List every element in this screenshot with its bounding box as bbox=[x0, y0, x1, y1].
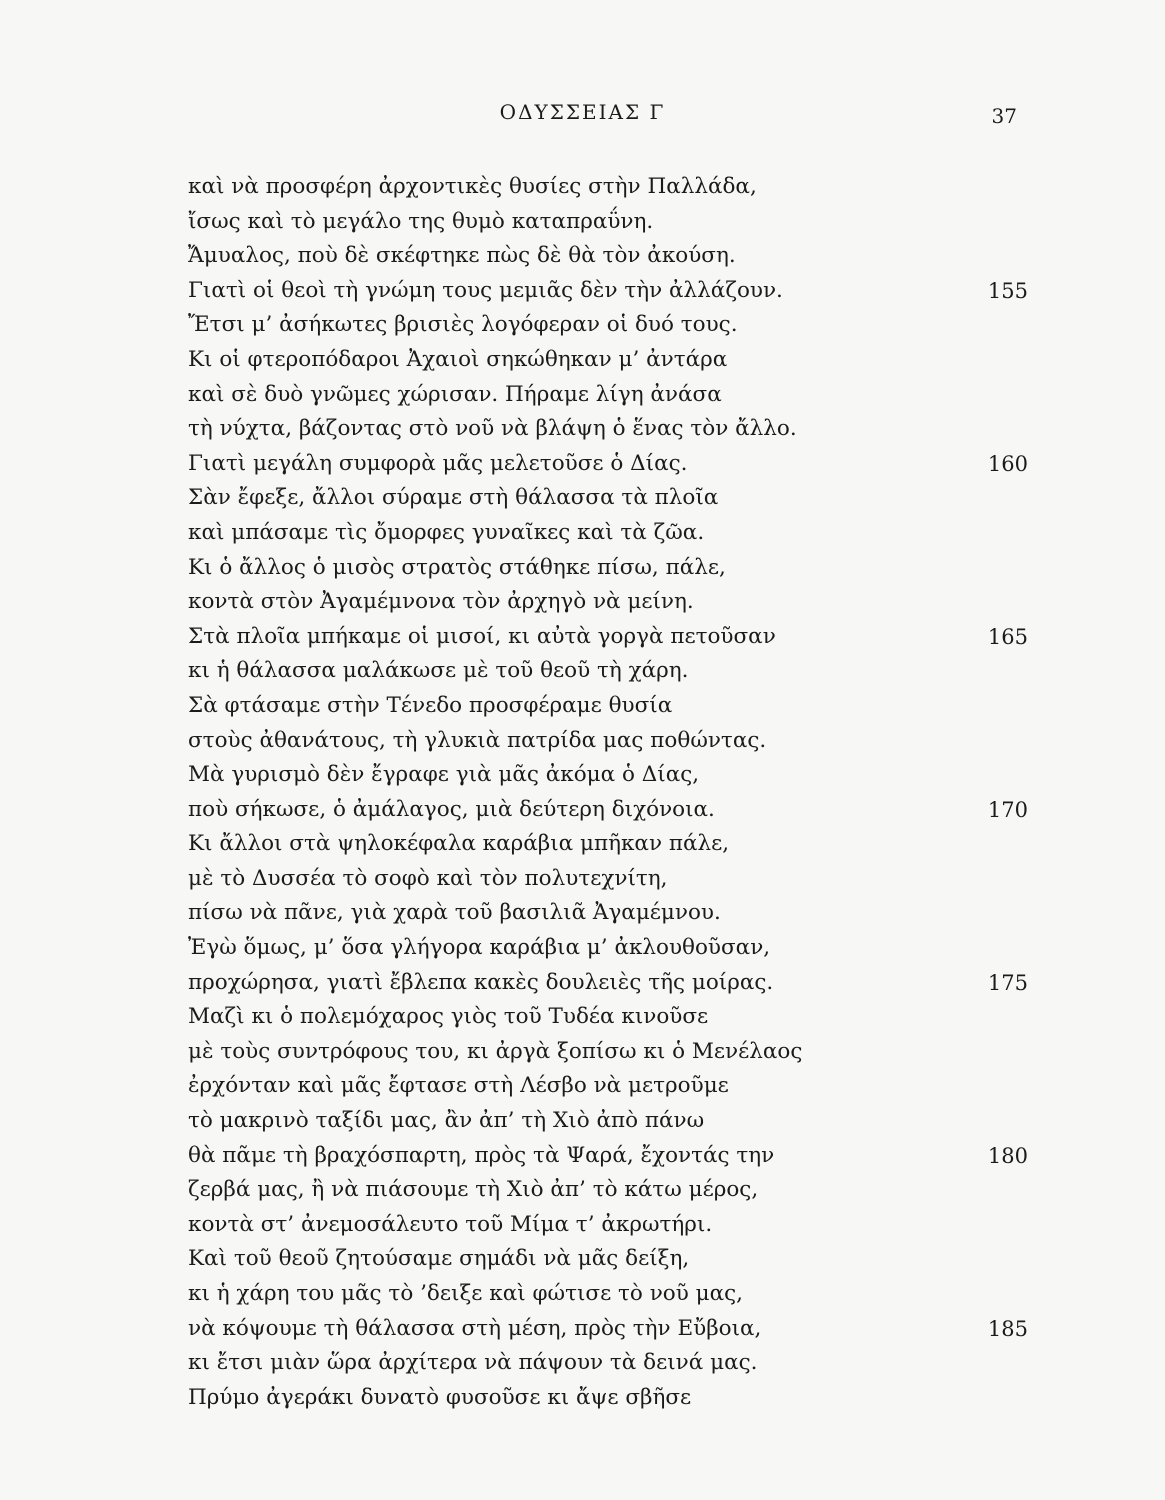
poem-line bbox=[188, 481, 1028, 516]
poem-line bbox=[188, 343, 1028, 378]
poem-line-text: Πρύμο ἀγεράκι δυνατὸ φυσοῦσε κι ἄψε σβῆσε bbox=[188, 1384, 692, 1410]
poem-line-text: νὰ κόψουμε τὴ θάλασσα στὴ μέση, πρὸς τὴν Εὔβοια, bbox=[188, 1315, 762, 1341]
poem-line-text: Κι ἄλλοι στὰ ψηλοκέφαλα καράβια μπῆκαν πάλε, bbox=[188, 831, 730, 857]
line-number: 170 bbox=[987, 797, 1028, 822]
poem-line bbox=[188, 758, 1028, 793]
poem-line bbox=[188, 308, 1028, 343]
poem-line bbox=[188, 793, 1028, 828]
poem-line-text: καὶ μπάσαμε τὶς ὄμορφες γυναῖκες καὶ τὰ ζῶα. bbox=[188, 519, 705, 545]
poem-line bbox=[188, 827, 1028, 862]
line-number: 160 bbox=[987, 451, 1028, 476]
poem-line-text: κι ἔτσι μιὰν ὥρα ἀρχίτερα νὰ πάψουν τὰ δεινά μας. bbox=[188, 1350, 758, 1376]
page-header-title: ΟΔΥΣΣΕΙΑΣ Γ bbox=[499, 100, 666, 124]
poem-line bbox=[188, 1242, 1028, 1277]
poem-line bbox=[188, 1139, 1028, 1174]
poem-line-text: πίσω νὰ πᾶνε, γιὰ χαρὰ τοῦ βασιλιᾶ Ἀγαμέμνου. bbox=[188, 900, 721, 926]
line-number: 180 bbox=[987, 1143, 1028, 1168]
line-number: 185 bbox=[987, 1316, 1028, 1341]
poem-line bbox=[188, 654, 1028, 689]
line-number: 175 bbox=[987, 970, 1028, 995]
poem-line-text: Σὰ φτάσαμε στὴν Τένεδο προσφέραμε θυσία bbox=[188, 692, 673, 718]
poem-line-text: Σὰν ἔφεξε, ἄλλοι σύραμε στὴ θάλασσα τὰ πλοῖα bbox=[188, 485, 719, 511]
poem-line bbox=[188, 1173, 1028, 1208]
poem-line bbox=[188, 1346, 1028, 1381]
poem-line bbox=[188, 205, 1028, 240]
poem-line-text: κι ἡ χάρη του μᾶς τὸ ’δειξε καὶ φώτισε τὸ νοῦ μας, bbox=[188, 1281, 744, 1306]
poem-line bbox=[188, 1208, 1028, 1243]
poem-line-text: Γιατὶ μεγάλη συμφορὰ μᾶς μελετοῦσε ὁ Δίας. bbox=[188, 450, 688, 476]
poem-line bbox=[188, 724, 1028, 759]
poem-line-text: Ἔτσι μ’ ἀσήκωτες βρισιὲς λογόφεραν οἱ δυό τους. bbox=[188, 312, 738, 338]
poem-line-text: θὰ πᾶμε τὴ βραχόσπαρτη, πρὸς τὰ Ψαρά, ἔχοντάς την bbox=[188, 1142, 775, 1168]
poem-line bbox=[188, 1312, 1028, 1347]
poem-line bbox=[188, 1104, 1028, 1139]
poem-line bbox=[188, 862, 1028, 897]
poem-line-text: Μὰ γυρισμὸ δὲν ἔγραφε γιὰ μᾶς ἀκόμα ὁ Δίας, bbox=[188, 762, 700, 788]
poem-line bbox=[188, 239, 1028, 274]
poem-line-text: κι ἡ θάλασσα μαλάκωσε μὲ τοῦ θεοῦ τὴ χάρη. bbox=[188, 658, 689, 684]
poem-line-text: προχώρησα, γιατὶ ἔβλεπα κακὲς δουλειὲς τῆς μοίρας. bbox=[188, 969, 774, 995]
poem-line-text: καὶ νὰ προσφέρη ἀρχοντικὲς θυσίες στὴν Παλλάδα, bbox=[188, 174, 757, 199]
poem-line-text: Ἐγὼ ὅμως, μ’ ὅσα γλήγορα καράβια μ’ ἀκλουθοῦσαν, bbox=[188, 935, 771, 961]
poem-line bbox=[188, 1000, 1028, 1035]
poem-body bbox=[188, 170, 1028, 1415]
line-number: 165 bbox=[987, 624, 1028, 649]
poem-line bbox=[188, 585, 1028, 620]
poem-line-text: κοντὰ στ’ ἀνεμοσάλευτο τοῦ Μίμα τ’ ἀκρωτήρι. bbox=[188, 1211, 713, 1237]
poem-line-text: ποὺ σήκωσε, ὁ ἀμάλαγος, μιὰ δεύτερη διχόνοια. bbox=[188, 796, 715, 822]
poem-line-text: Μαζὶ κι ὁ πολεμόχαρος γιὸς τοῦ Τυδέα κινοῦσε bbox=[188, 1004, 709, 1030]
line-number: 155 bbox=[987, 278, 1028, 303]
poem-line-text: μὲ τὸ Δυσσέα τὸ σοφὸ καὶ τὸν πολυτεχνίτη, bbox=[188, 865, 668, 891]
poem-line-text: Στὰ πλοῖα μπήκαμε οἱ μισοί, κι αὐτὰ γοργὰ πετοῦσαν bbox=[188, 623, 776, 649]
poem-line-text: καὶ σὲ δυὸ γνῶμες χώρισαν. Πήραμε λίγη ἀνάσα bbox=[188, 381, 722, 407]
page-number: 37 bbox=[991, 104, 1017, 128]
poem-line bbox=[188, 620, 1028, 655]
poem-line-text: Γιατὶ οἱ θεοὶ τὴ γνώμη τους μεμιᾶς δὲν τὴν ἀλλάζουν. bbox=[188, 277, 783, 303]
poem-line-text: ζερβά μας, ἢ νὰ πιάσουμε τὴ Χιὸ ἀπ’ τὸ κάτω μέρος, bbox=[188, 1177, 759, 1203]
poem-line bbox=[188, 931, 1028, 966]
poem-line bbox=[188, 1381, 1028, 1416]
poem-line-text: Καὶ τοῦ θεοῦ ζητούσαμε σημάδι νὰ μᾶς δείξη, bbox=[188, 1246, 690, 1272]
poem-line bbox=[188, 516, 1028, 551]
poem-line bbox=[188, 1035, 1028, 1070]
poem-line bbox=[188, 412, 1028, 447]
poem-line-text: στοὺς ἀθανάτους, τὴ γλυκιὰ πατρίδα μας ποθώντας. bbox=[188, 727, 767, 753]
poem-line bbox=[188, 1069, 1028, 1104]
poem-line bbox=[188, 274, 1028, 309]
poem-line bbox=[188, 896, 1028, 931]
poem-line bbox=[188, 378, 1028, 413]
poem-line-text: τὸ μακρινὸ ταξίδι μας, ἂν ἀπ’ τὴ Χιὸ ἀπὸ πάνω bbox=[188, 1108, 705, 1134]
poem-line bbox=[188, 1277, 1028, 1312]
poem-line bbox=[188, 170, 1028, 205]
poem-line-text: τὴ νύχτα, βάζοντας στὸ νοῦ νὰ βλάψη ὁ ἕνας τὸν ἄλλο. bbox=[188, 416, 797, 442]
poem-line-text: ἐρχόνταν καὶ μᾶς ἔφτασε στὴ Λέσβο νὰ μετροῦμε bbox=[188, 1073, 729, 1099]
poem-line-text: Ἄμυαλος, ποὺ δὲ σκέφτηκε πὼς δὲ θὰ τὸν ἀκούση. bbox=[188, 243, 736, 269]
poem-line bbox=[188, 689, 1028, 724]
poem-line-text: κοντὰ στὸν Ἀγαμέμνονα τὸν ἀρχηγὸ νὰ μείνη. bbox=[188, 589, 694, 615]
poem-line bbox=[188, 966, 1028, 1001]
poem-line-text: μὲ τοὺς συντρόφους του, κι ἀργὰ ξοπίσω κι ὁ Μενέλαος bbox=[188, 1038, 803, 1064]
poem-line-text: ἴσως καὶ τὸ μεγάλο της θυμὸ καταπραΰνη. bbox=[188, 208, 654, 234]
poem-line bbox=[188, 551, 1028, 586]
poem-line-text: Κι ὁ ἄλλος ὁ μισὸς στρατὸς στάθηκε πίσω, πάλε, bbox=[188, 554, 726, 580]
poem-line bbox=[188, 447, 1028, 482]
poem-line-text: Κι οἱ φτεροπόδαροι Ἀχαιοὶ σηκώθηκαν μ’ ἀντάρα bbox=[188, 346, 728, 372]
